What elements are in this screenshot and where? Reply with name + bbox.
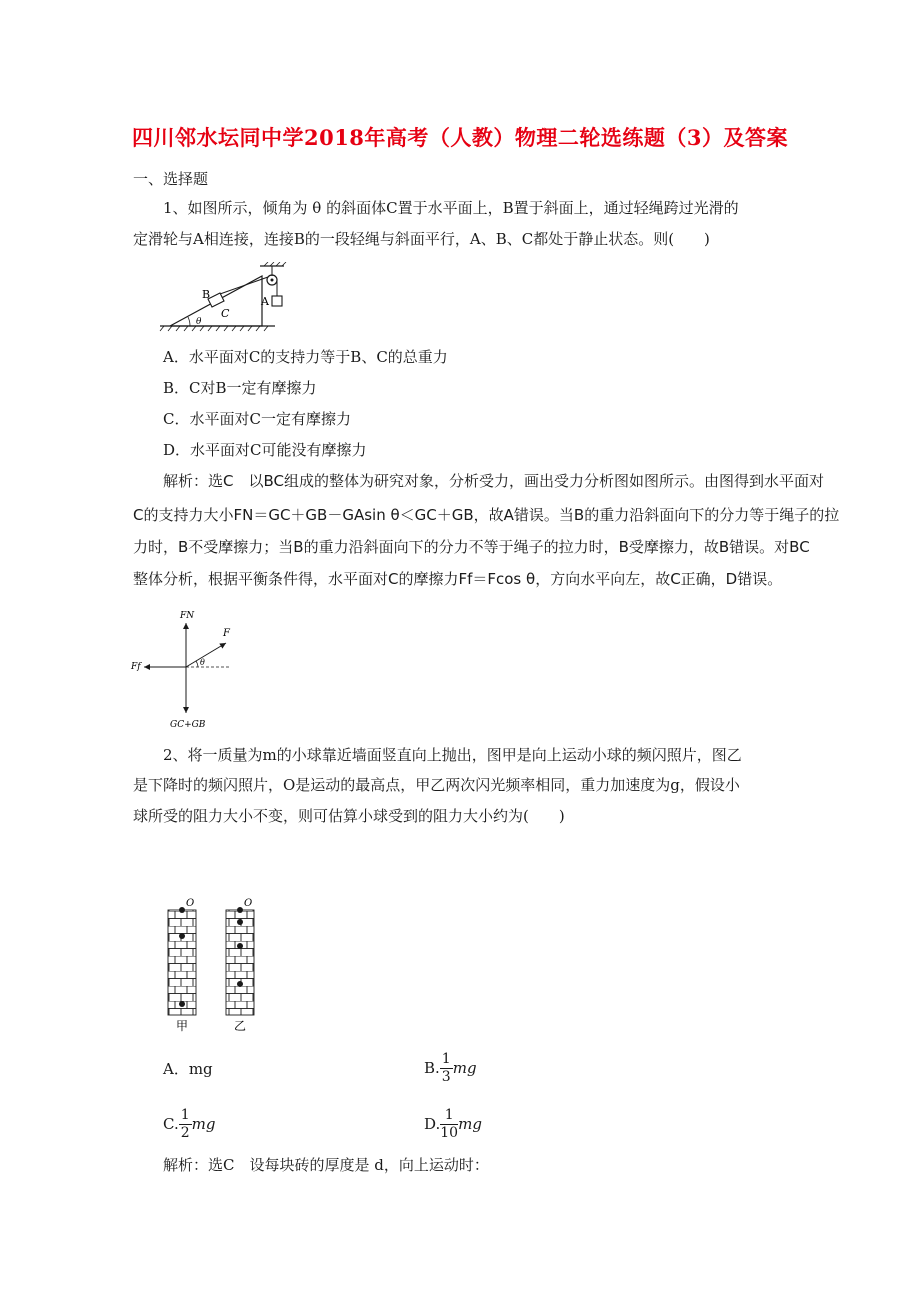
q2-stem-line-3: 球所受的阻力大小不变，则可估算小球受到的阻力大小约为( ) xyxy=(133,807,565,825)
q1-solution-line-3: 力时，B不受摩擦力；当B的重力沿斜面向下的分力不等于绳子的拉力时，B受摩擦力，故B错误。对BC xyxy=(133,538,810,556)
q2-figure-label-jia: 甲 xyxy=(176,1019,189,1033)
q1-solution-line-2: C的支持力大小FN＝GC＋GB－GAsin θ＜GC＋GB，故A错误。当B的重力沿斜面向下的分力等于绳子的拉 xyxy=(133,506,840,524)
force-label-fn: FN xyxy=(180,611,195,621)
q2-brick-wall-figure xyxy=(160,896,270,1036)
q2-option-b: B. $\frac{1}{3}$ mg xyxy=(424,1050,477,1085)
q1-option-c: C．水平面对C一定有摩擦力 xyxy=(163,410,351,428)
q1-option-d: D．水平面对C可能没有摩擦力 xyxy=(163,441,367,459)
q2-option-c-fraction: $\frac{1}{2}$ xyxy=(180,1106,190,1141)
q1-option-b: B．C对B一定有摩擦力 xyxy=(163,379,317,397)
q1-solution-line-4: 整体分析，根据平衡条件得，水平面对C的摩擦力Ff＝Fcos θ，方向水平向左，故C正确，D错误。 xyxy=(133,570,783,588)
q1-option-a: A．水平面对C的支持力等于B、C的总重力 xyxy=(163,348,448,366)
q2-option-d-fraction: $\frac{1}{10}$ xyxy=(440,1106,459,1141)
q1-force-diagram xyxy=(130,605,240,735)
q1-figure-theta: θ xyxy=(196,317,202,327)
force-label-g: GC+GB xyxy=(170,720,206,730)
force-label-theta: θ xyxy=(200,658,205,667)
section-heading: 一、选择题 xyxy=(133,170,209,188)
q1-solution-line-1: 解析：选C 以BC组成的整体为研究对象，分析受力，画出受力分析图如图所示。由图得到水平面对 xyxy=(163,472,824,490)
q1-stem-line-1: 1、如图所示，倾角为 θ 的斜面体C置于水平面上，B置于斜面上，通过轻绳跨过光滑的 xyxy=(163,199,739,217)
q2-option-c: C. $\frac{1}{2}$ mg xyxy=(163,1106,216,1141)
document-title: 四川邻水坛同中学2018年高考（人教）物理二轮选练题（3）及答案 xyxy=(131,125,789,150)
q2-option-b-fraction: $\frac{1}{3}$ xyxy=(441,1050,451,1085)
q2-option-d: D. $\frac{1}{10}$ mg xyxy=(424,1106,482,1141)
q2-stem-line-2: 是下降时的频闪照片，O是运动的最高点，甲乙两次闪光频率相同，重力加速度为g，假设小 xyxy=(133,776,740,794)
q2-figure-o-jia: O xyxy=(186,898,195,909)
q2-option-a: A．mg xyxy=(163,1060,213,1078)
q1-figure-label-a: A xyxy=(261,295,269,308)
q1-incline-figure xyxy=(150,262,300,337)
q1-figure-label-b: B xyxy=(202,288,211,301)
force-label-ff: Ff xyxy=(131,662,141,672)
q1-stem-line-2: 定滑轮与A相连接，连接B的一段轻绳与斜面平行，A、B、C都处于静止状态。则( ) xyxy=(133,230,710,248)
q2-solution-line-1: 解析：选C 设每块砖的厚度是 d，向上运动时： xyxy=(163,1156,489,1174)
force-label-f: F xyxy=(223,628,230,639)
q2-figure-o-yi: O xyxy=(244,898,253,909)
q1-figure-label-c: C xyxy=(221,307,230,320)
q2-figure-label-yi: 乙 xyxy=(234,1019,247,1033)
q2-stem-line-1: 2、将一质量为m的小球靠近墙面竖直向上抛出，图甲是向上运动小球的频闪照片，图乙 xyxy=(163,746,742,764)
